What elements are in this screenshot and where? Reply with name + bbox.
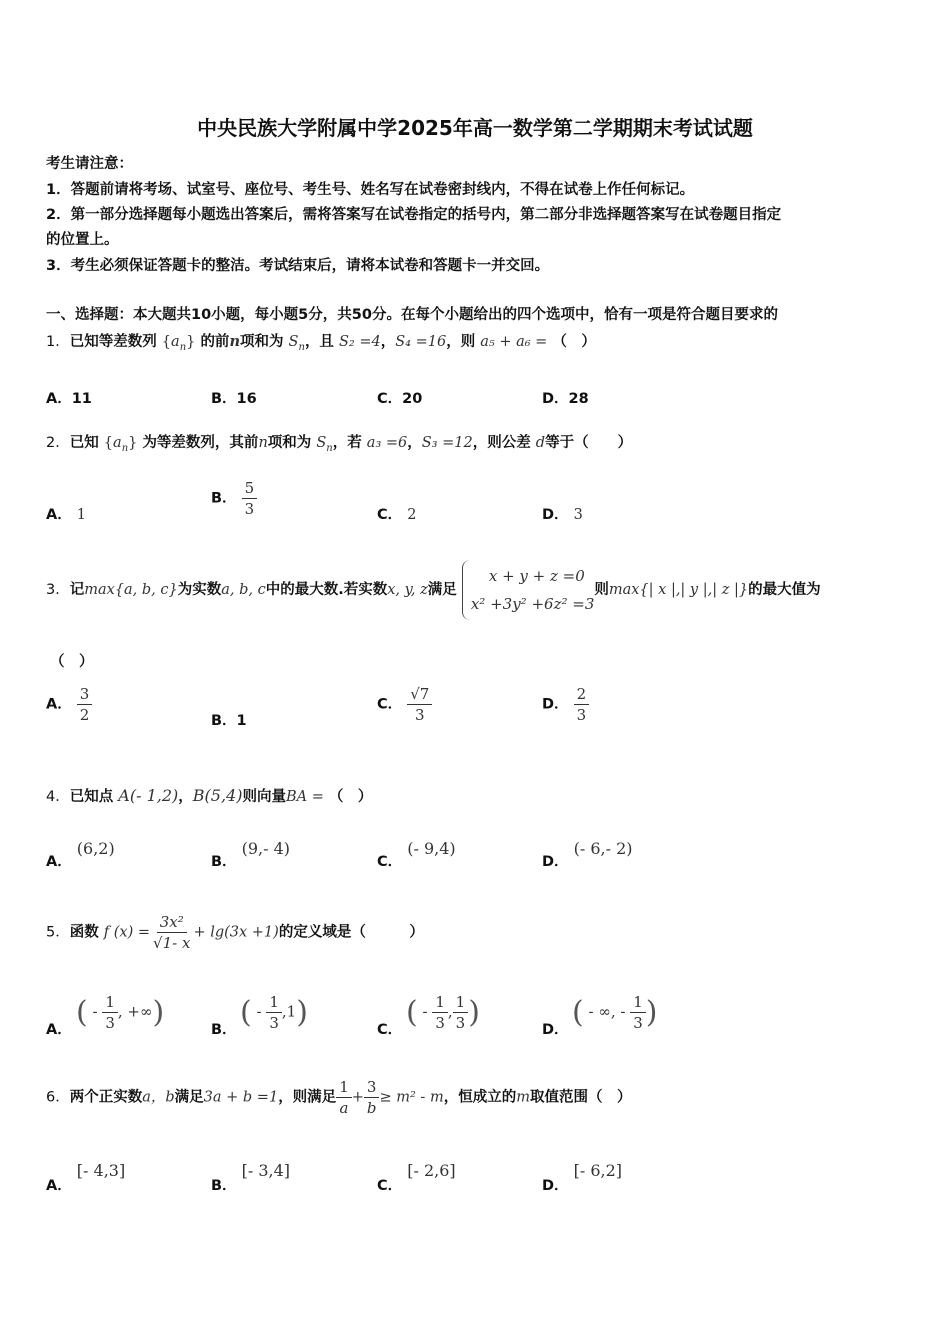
- q3-option-b[interactable]: B．1: [211, 713, 247, 729]
- q5-option-c-value: ( - $\frac{1}{3}$ , $\frac{1}{3}$ ): [406, 993, 480, 1032]
- q5-option-a-value: ( - $\frac{1}{3}$ , +∞): [76, 993, 165, 1032]
- q5-option-b-value: ( - $\frac{1}{3}$ ,1): [240, 993, 308, 1032]
- q6-option-d[interactable]: D． [- 6,2]: [542, 1161, 623, 1194]
- q3-option-c[interactable]: C． $\frac{√7}{3}$: [377, 684, 432, 725]
- q1-option-c[interactable]: C．20: [377, 391, 423, 407]
- equation-system: x + y + z =0 x² +3y² +6z² =3: [462, 560, 595, 620]
- q2-option-a[interactable]: A． 1: [46, 507, 87, 523]
- q6-option-a[interactable]: A． [- 4,3]: [46, 1161, 126, 1194]
- q3-answer-paren: （ ）: [50, 654, 94, 670]
- question-2: 2．已知 $\{a_n\}$ 为等差数列，其前n项和为 $S_n$，若 a₃ =6，S₃ =12，则公差 d等于（ ）: [46, 435, 633, 454]
- q3-option-a[interactable]: A． $\frac{3}{2}$: [46, 684, 92, 725]
- q5-option-d-value: ( - ∞, - $\frac{1}{3}$ ): [572, 993, 658, 1032]
- q2-option-b[interactable]: B． $\frac{5}{3}$: [211, 478, 257, 519]
- q3-option-d[interactable]: D． $\frac{2}{3}$: [542, 684, 589, 725]
- section-heading: 一、选择题：本大题共10小题，每小题5分，共50分。在每个小题给出的四个选项中，恰有一项是符合题目要求的: [46, 307, 778, 323]
- q1-option-d[interactable]: D．28: [542, 391, 589, 407]
- q1-option-a[interactable]: A．11: [46, 391, 92, 407]
- question-1: 1．已知等差数列 $\{a_n\}$ 的前n项和为 $S_n$，且 S₂ =4，S₄ =16，则 a₅ + a₆ = （ ）: [46, 333, 596, 353]
- notice-line-2a: 2．第一部分选择题每小题选出答案后，需将答案写在试卷指定的括号内，第二部分非选择题答案写在试卷题目指定: [46, 207, 782, 223]
- q5-option-a[interactable]: A．: [46, 1022, 72, 1038]
- q5-option-d[interactable]: D．: [542, 1022, 569, 1038]
- question-3: 3．记max{a, b, c}为实数a, b, c中的最大数.若实数x, y, z满足 x + y + z =0 x² +3y² +6z² =3 则max{| x |,| y |,| z |}的最大值为: [46, 560, 821, 620]
- q5-option-c[interactable]: C．: [377, 1022, 403, 1038]
- notice-line-2b: 的位置上。: [46, 232, 119, 248]
- question-6: 6．两个正实数a，b满足3a + b =1，则满足 $\frac{1}{a}$ + $\frac{3}{b}$ ≥ m² - m，恒成立的m取值范围（ ）: [46, 1078, 632, 1117]
- notice-line-3: 3．考生必须保证答题卡的整洁。考试结束后，请将本试卷和答题卡一并交回。: [46, 258, 550, 274]
- q2-option-c[interactable]: C． 2: [377, 507, 417, 523]
- page-title: 中央民族大学附属中学2025年高一数学第二学期期末考试试题: [197, 116, 753, 140]
- q4-option-d[interactable]: D． (- 6,- 2): [542, 839, 633, 870]
- notice-heading: 考生请注意：: [46, 156, 133, 172]
- q4-option-b[interactable]: B． (9,- 4): [211, 839, 291, 870]
- question-5: 5．函数 f (x) = $\frac{\text{3x²}}{√1- x}$ + lg(3x +1)的定义域是（ ）: [46, 913, 424, 952]
- q2-option-d[interactable]: D． 3: [542, 507, 583, 523]
- q4-option-c[interactable]: C． (- 9,4): [377, 839, 456, 870]
- q1-option-b[interactable]: B．16: [211, 391, 257, 407]
- sequence-an: $\{a_n\}$: [161, 334, 196, 353]
- q6-option-b[interactable]: B． [- 3,4]: [211, 1161, 291, 1194]
- question-4: 4．已知点 A(- 1,2)，B(5,4)则向量BA = （ ）: [46, 786, 373, 805]
- q5-option-b[interactable]: B．: [211, 1022, 237, 1038]
- q6-option-c[interactable]: C． [- 2,6]: [377, 1161, 456, 1194]
- notice-line-1: 1．答题前请将考场、试室号、座位号、考生号、姓名写在试卷密封线内，不得在试卷上作任何标记。: [46, 182, 695, 198]
- q4-option-a[interactable]: A． (6,2): [46, 839, 115, 870]
